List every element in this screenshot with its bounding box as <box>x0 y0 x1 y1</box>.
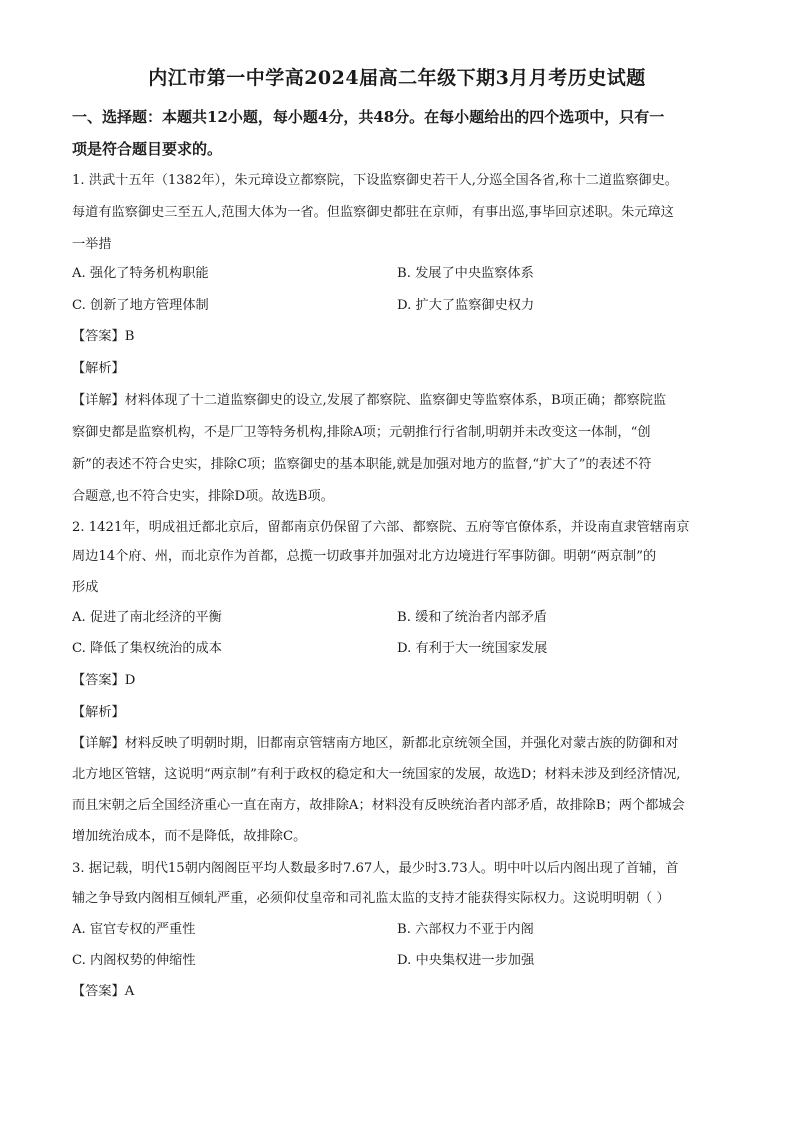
q1-option-a: A. 强化了特务机构职能 <box>72 266 209 281</box>
q2-stem-line: 2. 1421年，明成祖迁都北京后，留都南京仍保留了六部、都察院、五府等官僚体系，并设南直隶管辖南京 <box>72 520 690 535</box>
q1-analysis-label: 【解析】 <box>72 361 125 376</box>
q1-stem-line: 每道有监察御史三至五人,范围大体为一省。但监察御史都驻在京师，有事出巡,事毕回京述职。朱元璋这 <box>72 205 674 220</box>
q2-stem-line: 形成 <box>72 580 99 595</box>
q2-detail-line: 【详解】材料反映了明朝时期，旧都南京管辖南方地区，新都北京统领全国，并强化对蒙古族的防御和对 <box>72 736 679 751</box>
q3-option-c: C. 内阁权势的伸缩性 <box>72 953 196 968</box>
q3-answer <box>72 982 134 1002</box>
answer-value: B <box>124 329 135 344</box>
q2-detail-line: 北方地区管辖，这说明“两京制”有利于政权的稳定和大一统国家的发展，故选D；材料未涉及到经济情况, <box>72 767 681 782</box>
q2-analysis-label: 【解析】 <box>72 705 125 720</box>
q2-option-a: A. 促进了南北经济的平衡 <box>72 610 222 625</box>
section-heading-line-2: 项是符合题目要求的。 <box>72 140 223 158</box>
q1-option-b: B. 发展了中央监察体系 <box>397 266 534 281</box>
page-title: 内江市第一中学高2024届高二年级下期3月月考历史试题 <box>148 67 646 89</box>
q1-answer <box>72 327 134 347</box>
q3-option-d: D. 中央集权进一步加强 <box>397 953 535 968</box>
q1-option-c: C. 创新了地方管理体制 <box>72 298 209 313</box>
q1-detail-line: 【详解】材料体现了十二道监察御史的设立,发展了都察院、监察御史等监察体系，B项正确；都察院监 <box>72 393 667 408</box>
q3-stem-line: 3. 据记载，明代15朝内阁阁臣平均人数最多时7.67人，最少时3.73人。明中叶以后内阁出现了首辅，首 <box>72 861 679 876</box>
q3-option-a: A. 宦官专权的严重性 <box>72 922 196 937</box>
q2-detail-line: 增加统治成本，而不是降低，故排除C。 <box>72 829 307 844</box>
q2-stem-line: 周边14个府、州，而北京作为首都，总揽一切政事并加强对北方边境进行军事防御。明朝“两京制”的 <box>72 549 657 564</box>
answer-label: 【答案】 <box>72 984 125 999</box>
q2-option-d: D. 有利于大一统国家发展 <box>397 641 548 656</box>
answer-value: D <box>124 673 136 688</box>
answer-value: A <box>124 984 135 999</box>
q1-detail-line: 合题意,也不符合史实，排除D项。故选B项。 <box>72 489 334 504</box>
q1-stem-line: 一举措 <box>72 237 112 252</box>
q2-detail-line: 而且宋朝之后全国经济重心一直在南方，故排除A；材料没有反映统治者内部矛盾，故排除B；两个都城会 <box>72 798 685 813</box>
q1-detail-line: 察御史都是监察机构，不是厂卫等特务机构,排除A项；元朝推行行省制,明朝并未改变这一体制，“创 <box>72 425 651 440</box>
answer-label: 【答案】 <box>72 329 125 344</box>
q2-option-c: C. 降低了集权统治的成本 <box>72 641 222 656</box>
q3-stem-line: 辅之争导致内阁相互倾轧严重，必须仰仗皇帝和司礼监太监的支持才能获得实际权力。这说明明朝（ ） <box>72 891 670 906</box>
q2-answer <box>72 671 135 691</box>
q2-option-b: B. 缓和了统治者内部矛盾 <box>397 610 547 625</box>
q1-stem-line: 1. 洪武十五年（1382年），朱元璋设立都察院，下设监察御史若干人,分巡全国各省,称十二道监察御史。 <box>72 173 678 188</box>
section-heading-line-1: 一、选择题：本题共12小题，每小题4分，共48分。在每小题给出的四个选项中，只有一 <box>72 108 665 126</box>
q1-option-d: D. 扩大了监察御史权力 <box>397 298 535 313</box>
q3-option-b: B. 六部权力不亚于内阁 <box>397 922 534 937</box>
answer-label: 【答案】 <box>72 673 125 688</box>
q1-detail-line: 新”的表述不符合史实，排除C项；监察御史的基本职能,就是加强对地方的监督,“扩大了”的表述不符 <box>72 457 652 472</box>
